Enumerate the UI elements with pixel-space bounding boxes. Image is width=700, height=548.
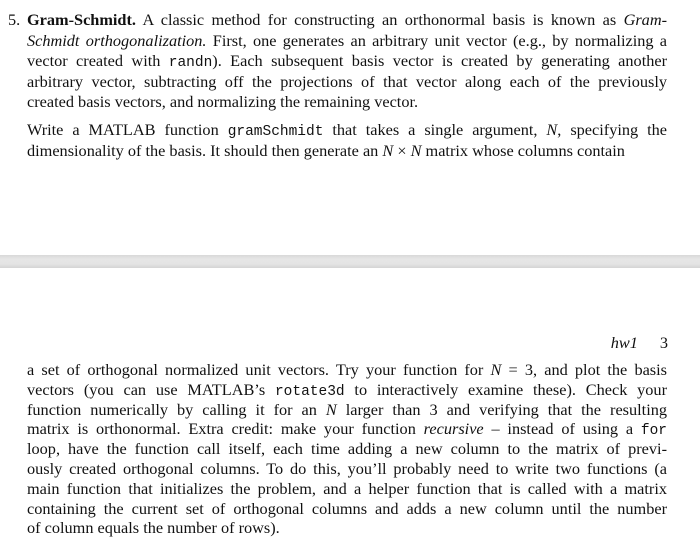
text-line: [27, 51, 667, 72]
text-line: [27, 92, 667, 113]
text-line: [27, 380, 667, 400]
italic-text: Schmidt orthogonalization.: [27, 30, 207, 50]
italic-text: N: [490, 360, 502, 379]
text-line: [27, 479, 667, 499]
text: – instead of using a: [483, 419, 641, 439]
code-text: randn: [168, 55, 213, 71]
code-text: for: [640, 423, 668, 440]
text: function numerically by calling it for an: [27, 399, 326, 419]
text: matrix is orthonormal. Extra credit: make your function: [27, 419, 424, 439]
italic-text: N: [546, 120, 558, 139]
text-line: [27, 72, 667, 93]
text: to interactively examine these). Check your: [344, 379, 667, 399]
italic-text: Gram-: [623, 10, 667, 29]
paragraph: [27, 120, 667, 161]
text-line: [27, 141, 667, 162]
text: ously created orthogonal columns. To do this, you’ll probably need to write two functions (a: [27, 458, 667, 478]
text: vectors (you can use MATLAB’s: [27, 379, 275, 399]
text: , specifying the: [557, 120, 667, 139]
text: main function that initializes the problem, and a helper function that is called with a matrix: [27, 478, 667, 498]
page1-text: [27, 10, 667, 161]
text-line: [27, 499, 667, 519]
paragraph: [27, 10, 667, 113]
bold-text: Gram-Schmidt.: [27, 10, 136, 29]
code-text: gramSchmidt: [227, 124, 324, 140]
text-line: [27, 31, 667, 52]
text-line: [27, 10, 667, 31]
text: that takes a single argument,: [323, 120, 547, 139]
text: vector created with: [27, 51, 169, 70]
text: ×: [393, 140, 411, 160]
italic-text: recursive: [423, 419, 484, 439]
text: arbitrary vector, subtracting off the projections of that vector along each of the previously: [27, 71, 667, 91]
text: loop, have the function call itself, each time adding a new column to the matrix of previ-: [27, 439, 667, 459]
paragraph: [27, 360, 667, 538]
text-line: [27, 360, 667, 380]
page-header: [611, 333, 668, 353]
text-line: [27, 439, 667, 459]
text-line: [27, 400, 667, 420]
code-text: rotate3d: [274, 383, 345, 400]
problem-number: 5.: [8, 10, 21, 29]
text: matrix whose columns contain: [421, 140, 625, 160]
text: larger than 3 and verifying that the resulting: [336, 399, 667, 419]
text: a set of orthogonal normalized unit vectors. Try your function for: [27, 360, 491, 379]
text: of column equals the number of rows).: [27, 518, 280, 538]
text-line: [27, 459, 667, 479]
italic-text: N: [382, 140, 394, 160]
text: ). Each subsequent basis vector is created by generating another: [212, 51, 668, 70]
text-line: [27, 120, 667, 141]
header-title: hw1: [610, 333, 638, 352]
text-line: [27, 419, 667, 439]
text: = 3, and plot the basis: [501, 360, 668, 379]
italic-text: N: [410, 140, 422, 160]
text: Write a MATLAB function: [27, 120, 228, 139]
text: A classic method for constructing an orthonormal basis is known as: [135, 10, 624, 29]
text-line: [27, 518, 667, 538]
text: dimensionality of the basis. It should then generate an: [27, 140, 383, 160]
text: containing the current set of orthogonal columns and adds a new column until the number: [27, 498, 667, 518]
text: created basis vectors, and normalizing the remaining vector.: [27, 92, 419, 111]
text: First, one generates an arbitrary unit vector (e.g., by normalizing a: [206, 30, 667, 50]
page-number: 3: [659, 333, 668, 352]
page-separator: [0, 255, 700, 268]
page2-text: [27, 360, 667, 538]
italic-text: N: [325, 399, 337, 419]
